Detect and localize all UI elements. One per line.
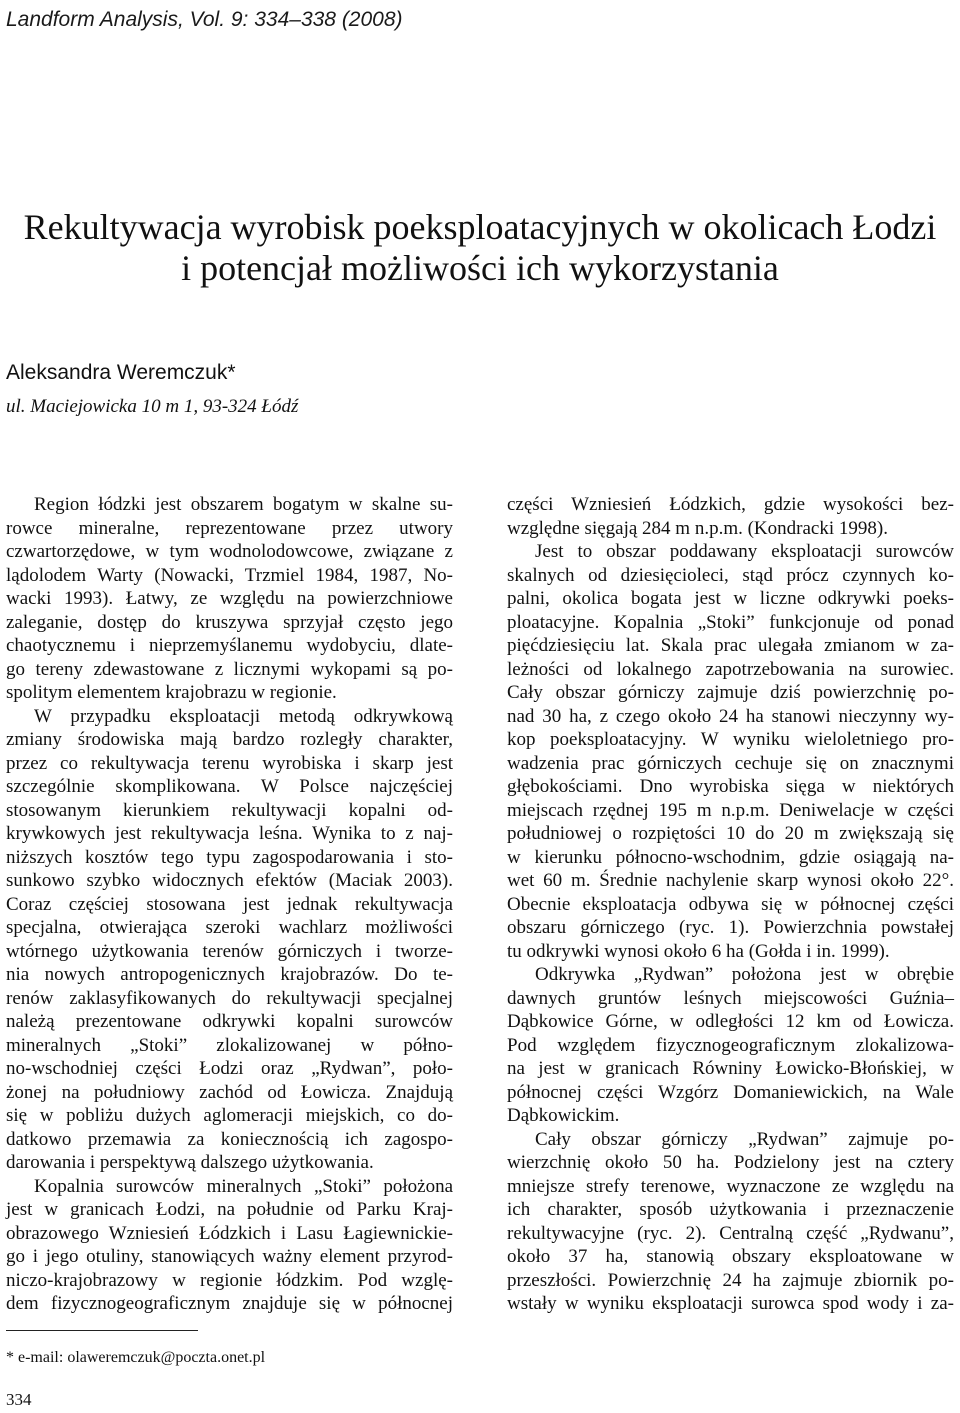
text-line: jest w granicach Łodzi, na południe od Parku Kraj- bbox=[6, 1199, 453, 1220]
text-line: się w pobliżu dużych aglomeracji miejskich, co do- bbox=[6, 1105, 453, 1126]
text-line: datkowo przemawia za koniecznością ich zagospo- bbox=[6, 1128, 453, 1150]
text-line: wacki 1993). Łatwy, ze względu na powierzchniowe bbox=[6, 588, 453, 609]
paragraph bbox=[507, 963, 954, 1128]
text-line: lądolodem Warty (Nowacki, Trzmiel 1984, 1987, No- bbox=[6, 564, 453, 586]
text-line: mniejsze strefy terenowe, wyznaczone ze względu na bbox=[507, 1175, 954, 1197]
title-line-2: i potencjał możliwości ich wykorzystania bbox=[181, 248, 779, 288]
text-line: rowce mineralne, reprezentowane przez utwory bbox=[6, 517, 453, 539]
article-title bbox=[0, 207, 960, 289]
footnote-text: * e-mail: olaweremczuk@poczta.onet.pl bbox=[6, 1349, 266, 1366]
paragraph bbox=[6, 493, 453, 705]
text-line: sunkowo szybko widocznych efektów (Maciak 2003). bbox=[6, 870, 453, 891]
text-line: Jest to obszar poddawany eksploatacji surowców bbox=[535, 541, 954, 562]
text-line: specjalna, otwierająca szeroki wachlarz możliwości bbox=[6, 917, 453, 938]
text-line: stosowanym kierunkiem rekultywacji kopalni od- bbox=[6, 799, 453, 821]
text-column-left bbox=[6, 493, 453, 1316]
text-line: niższych kosztów tego typu zagospodarowania i sto- bbox=[6, 846, 453, 868]
paragraph bbox=[507, 1128, 954, 1316]
text-line: nia nowych antropogenicznych krajobrazów. Do te- bbox=[6, 964, 453, 985]
text-line: Odkrywka „Rydwan” położona jest w obrębie bbox=[535, 964, 954, 985]
text-line: przeszłości. Powierzchnię 24 ha zajmuje zbiornik po- bbox=[507, 1269, 954, 1291]
text-line: wadzenia prac górniczych cechuje się on znacznymi bbox=[507, 752, 954, 774]
text-line: skalnych od dziesięcioleci, stąd prócz czynnych ko- bbox=[507, 564, 954, 586]
text-line: Pod względem fizycznogeograficznym zlokalizowa- bbox=[507, 1034, 954, 1056]
text-line: miejscach rzędnej 195 m n.p.m. Deniwelacje w części bbox=[507, 799, 954, 821]
text-line: Region łódzki jest obszarem bogatym w skalne su- bbox=[34, 494, 453, 515]
text-line: Dąbkowice Górne, w odległości 12 km od Łowicza. bbox=[507, 1011, 954, 1032]
title-line-1: Rekultywacja wyrobisk poeksploatacyjnych w okolicach Łodzi bbox=[23, 207, 937, 247]
text-line: szczególnie skomplikowana. W Polsce najczęściej bbox=[6, 776, 453, 797]
text-line: żonej na południowy zachód od Łowicza. Znajdują bbox=[6, 1081, 453, 1103]
text-line: wtórnego użytkowania terenów górniczych i tworze- bbox=[6, 940, 453, 962]
text-line: wet 60 m. Średnie nachylenie skarp wynosi około 22°. bbox=[507, 870, 954, 891]
text-line: zaleganie, dostęp do kruszywa sprzyjał często jego bbox=[6, 611, 453, 633]
author-address: ul. Maciejowicka 10 m 1, 93-324 Łódź bbox=[6, 396, 299, 417]
text-line: rekultywacyjne (ryc. 2). Centralną część „Rydwanu”, bbox=[507, 1222, 954, 1244]
text-line: leżności od lokalnego zapotrzebowania na surowiec. bbox=[507, 658, 954, 680]
text-line: niczo-krajobrazowy w regionie łódzkim. Pod wzglę- bbox=[6, 1269, 453, 1291]
paragraph bbox=[6, 1175, 453, 1316]
paragraph bbox=[507, 540, 954, 963]
text-line: Coraz częściej stosowana jest jednak rekultywacja bbox=[6, 893, 453, 915]
text-line: przez co rekultywacja terenu wyrobiska i skarp jest bbox=[6, 752, 453, 774]
text-line: dem fizycznogeograficznym znajduje się w północnej bbox=[6, 1293, 453, 1314]
text-line: w kierunku północno-wschodnim, gdzie osiągają na- bbox=[507, 846, 954, 868]
paragraph bbox=[507, 493, 954, 540]
text-line: chaotycznemu i nieprzemyślanemu wydobyciu, dlate- bbox=[6, 635, 453, 656]
text-line: spolitym elementem krajobrazu w regionie. bbox=[6, 682, 337, 703]
text-line: Kopalnia surowców mineralnych „Stoki” położona bbox=[34, 1175, 453, 1197]
text-line: ich charakter, sposób użytkowania i przeznaczenie bbox=[507, 1199, 954, 1220]
text-line: dawnych gruntów leśnych miejscowości Guźnia– bbox=[507, 987, 954, 1009]
text-line: nad 30 ha, z czego około 24 ha stanowi nieczynny wy- bbox=[507, 705, 954, 727]
text-line: go tereny zdewastowane z licznymi wykopami są po- bbox=[6, 658, 453, 680]
text-line: czwartorzędowe, w tym wodnolodowcowe, związane z bbox=[6, 541, 453, 562]
text-line: Cały obszar górniczy zajmuje dziś powierzchnię po- bbox=[507, 682, 954, 703]
text-line: Obecnie eksploatacja odbywa się w północnej części bbox=[507, 893, 954, 915]
text-line: Cały obszar górniczy „Rydwan” zajmuje po- bbox=[535, 1128, 954, 1150]
text-line: wstały w wyniku eksploatacji surowca spod wody i za- bbox=[507, 1293, 954, 1314]
text-line: obrazowego Wzniesień Łódzkich i Lasu Łagiewnickie- bbox=[6, 1222, 453, 1244]
text-line: zmiany środowiska mają bardzo rozległy charakter, bbox=[6, 729, 453, 750]
page-number: 334 bbox=[6, 1390, 32, 1409]
text-line: no-wschodniej części Łodzi oraz „Rydwan”, poło- bbox=[6, 1058, 453, 1079]
text-line: renów zaklasyfikowanych do rekultywacji specjalnej bbox=[6, 987, 453, 1009]
text-line: tu odkrywki wynosi około 6 ha (Gołda i in. 1999). bbox=[507, 940, 890, 962]
text-line: głębokościami. Dno wyrobiska sięga w niektórych bbox=[507, 776, 954, 797]
text-line: mineralnych „Stoki” zlokalizowanej w półno- bbox=[6, 1034, 453, 1056]
text-line: ploatacyjne. Kopalnia „Stoki” funkcjonuje od ponad bbox=[507, 611, 954, 633]
text-line: należą prezentowane odkrywki kopalni surowców bbox=[6, 1011, 453, 1032]
text-line: na jest w granicach Równiny Łowicko-Błońskiej, w bbox=[507, 1058, 954, 1079]
text-line: darowania i perspektywą dalszego użytkowania. bbox=[6, 1152, 374, 1173]
text-line: około 37 ha, stanowią obszary eksploatowane w bbox=[507, 1246, 954, 1267]
text-line: go i jego otuliny, stanowiących ważny element przyrod- bbox=[6, 1246, 453, 1267]
text-line: części Wzniesień Łódzkich, gdzie wysokości bez- bbox=[507, 494, 954, 515]
text-line: północnej części Wzgórz Domaniewickich, na Wale bbox=[507, 1081, 954, 1103]
paragraph bbox=[6, 705, 453, 1175]
text-column-right bbox=[507, 493, 954, 1316]
footnote-rule bbox=[6, 1330, 198, 1331]
text-line: obszaru górniczego (ryc. 1). Powierzchnia powstałej bbox=[507, 917, 954, 938]
text-line: Dąbkowickim. bbox=[507, 1105, 620, 1126]
text-line: kop poeksploatacyjny. W wyniku wieloletniego pro- bbox=[507, 729, 954, 750]
text-line: południowej o rozpiętości 10 do 20 m zwiększają się bbox=[507, 823, 954, 844]
text-line: względne sięgają 284 m n.p.m. (Kondracki 1998). bbox=[507, 517, 888, 539]
text-line: krywkowych jest rekultywacja leśna. Wynika to z naj- bbox=[6, 823, 453, 844]
text-line: wierzchnię około 50 ha. Podzielony jest na cztery bbox=[507, 1152, 954, 1173]
text-line: palni, okolica bogata jest w liczne odkrywki poeks- bbox=[507, 588, 954, 609]
text-line: W przypadku eksploatacji metodą odkrywkową bbox=[34, 705, 453, 727]
author-name: Aleksandra Weremczuk* bbox=[6, 361, 236, 384]
journal-header: Landform Analysis, Vol. 9: 334–338 (2008) bbox=[6, 8, 403, 31]
text-line: pięćdziesięciu lat. Skala prac ulegała zmianom w za- bbox=[507, 635, 954, 656]
